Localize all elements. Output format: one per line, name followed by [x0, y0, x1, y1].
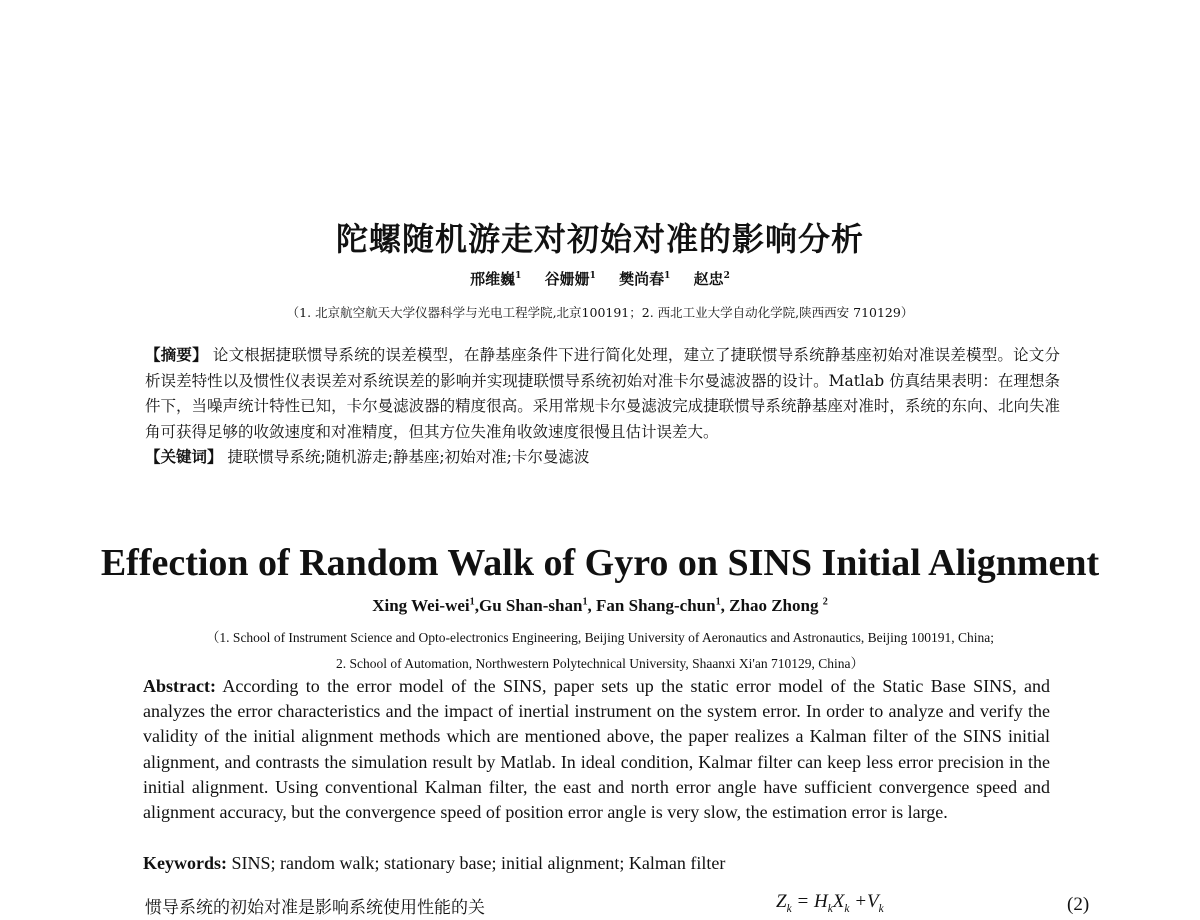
author: 赵忠$^2$	[693, 270, 730, 288]
chinese-affiliation: （1. 北京航空航天大学仪器科学与光电工程学院,北京100191；2. 西北工业大学自动化学院,陕西西安 710129）	[286, 305, 914, 320]
english-keywords	[143, 853, 725, 874]
chinese-title: 陀螺随机游走对初始对准的影响分析	[335, 220, 864, 258]
chinese-abstract	[145, 343, 1060, 471]
chinese-keywords-label: 【关键词】	[145, 448, 223, 466]
chinese-authors	[0, 268, 1200, 289]
equation-number: (2)	[1067, 894, 1090, 915]
author: 樊尚春$^1$	[619, 270, 671, 288]
chinese-keywords	[145, 445, 1060, 471]
author: 邢维巍$^1$	[470, 270, 522, 288]
english-abstract	[143, 674, 1050, 825]
english-abstract-text: According to the error model of the SINS, paper sets up the static error model of the Static Base SINS, and analyzes the error characteristics and the impact of inertial instrument on the system error. In order to analyze and verify the validity of the initial alignment methods which are mentioned above, the paper realizes a Kalman filter of the SINS initial alignment, and contrasts the simulation result by Matlab. In ideal condition, Kalmar filter can keep less error precision in the initial alignment. Using conventional Kalman filter, the east and north error angle have sufficient convergence speed and alignment accuracy, but the convergence speed of position error angle is very slow, the estimation error is large.	[143, 676, 1050, 823]
english-title: Effection of Random Walk of Gyro on SINS Initial Alignment	[100, 542, 1100, 584]
body-text-line: 惯导系统的初始对准是影响系统使用性能的关	[145, 898, 485, 918]
english-authors: Xing Wei-wei$^1$,Gu Shan-shan$^1$, Fan Shang-chun$^1$, Zhao Zhong $^2$	[372, 596, 828, 615]
author: Fan Shang-chun$^1$	[596, 596, 721, 615]
chinese-abstract-label: 【摘要】	[145, 346, 208, 364]
author: Xing Wei-wei$^1$	[372, 596, 475, 615]
english-keywords-label: Keywords:	[143, 853, 227, 873]
author: 谷姗姗$^1$	[544, 270, 596, 288]
chinese-abstract-text: 论文根据捷联惯导系统的误差模型，在静基座条件下进行简化处理，建立了捷联惯导系统静基座初始对准误差模型。论文分析误差特性以及惯性仪表误差对系统误差的影响并实现捷联惯导系统初始对准卡尔曼滤波器的设计。Matlab 仿真结果表明：在理想条件下，当噪声统计特性已知，卡尔曼滤波器的精度很高。采用常规卡尔曼滤波完成捷联惯导系统静基座对准时，系统的东向、北向失准角可获得足够的收敛速度和对准精度，但其方位失准角收敛速度很慢且估计误差大。	[145, 346, 1060, 441]
english-abstract-label: Abstract:	[143, 676, 216, 696]
chinese-abstract-paragraph	[145, 343, 1060, 445]
english-affiliation-2: 2. School of Automation, Northwestern Polytechnical University, Shaanxi Xi'an 710129, China）	[336, 656, 864, 671]
chinese-keywords-text: 捷联惯导系统;随机游走;静基座;初始对准;卡尔曼滤波	[227, 448, 590, 466]
english-affiliation-1: （1. School of Instrument Science and Opto-electronics Engineering, Beijing University of Aeronautics and Astronautics, Beijing 100191, China;	[205, 630, 995, 645]
equation: $Z_k = H_kX_k +V_k$	[776, 891, 884, 915]
english-keywords-text: SINS; random walk; stationary base; initial alignment; Kalman filter	[231, 853, 726, 873]
author: Gu Shan-shan$^1$	[478, 596, 588, 615]
author: Zhao Zhong $^2$	[729, 596, 828, 615]
